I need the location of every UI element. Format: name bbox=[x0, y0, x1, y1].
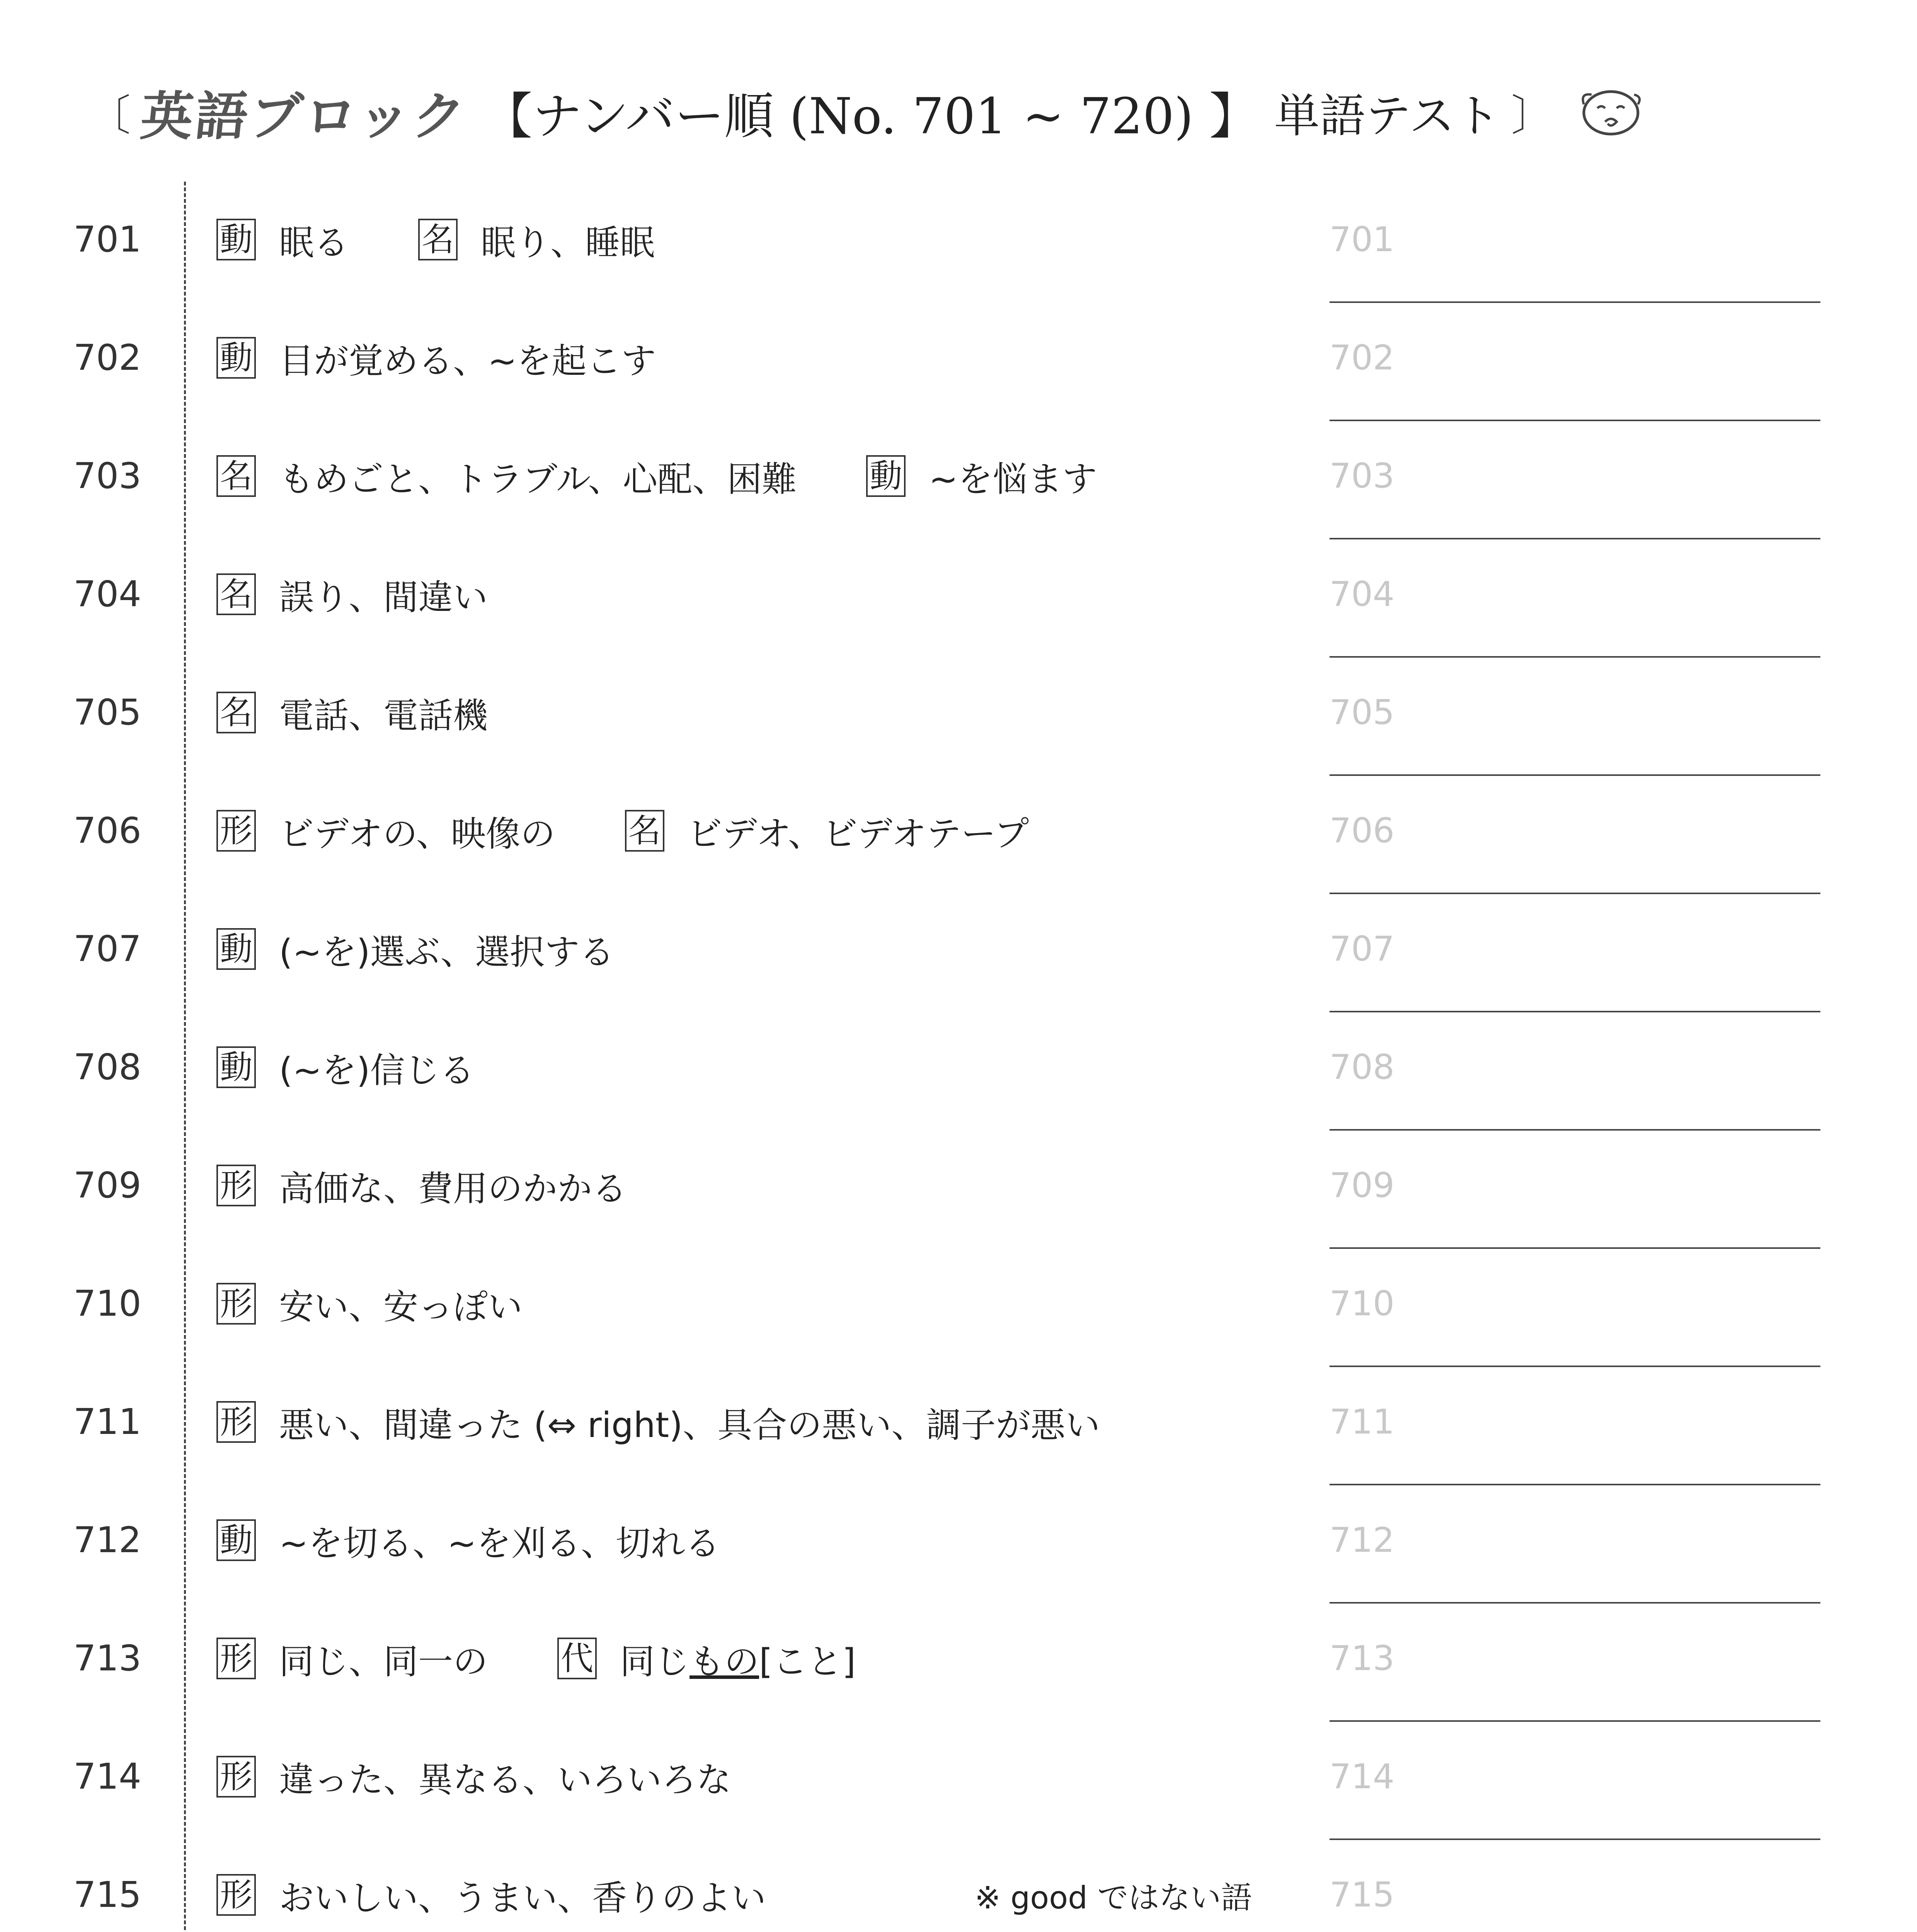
definition bbox=[216, 1628, 856, 1689]
definition-text: 違った、異なる、いろいろな bbox=[279, 1760, 731, 1800]
word-number: 707 bbox=[73, 928, 141, 969]
definition bbox=[216, 682, 488, 743]
answer-placeholder-number: 713 bbox=[1330, 1638, 1394, 1678]
part-of-speech-badge: 名 bbox=[216, 573, 256, 615]
word-row bbox=[0, 445, 1917, 507]
answer-field[interactable] bbox=[1330, 918, 1820, 980]
word-row bbox=[0, 1509, 1917, 1571]
answer-placeholder-number: 710 bbox=[1330, 1284, 1394, 1323]
part-of-speech-badge: 代 bbox=[557, 1638, 597, 1679]
part-of-speech-badge: 形 bbox=[216, 1874, 256, 1916]
part-of-speech-badge: 動 bbox=[866, 455, 906, 497]
page-header bbox=[77, 66, 1817, 158]
answer-placeholder-number: 703 bbox=[1330, 456, 1394, 496]
definition-text-secondary: [こと] bbox=[759, 1641, 856, 1682]
answer-field[interactable] bbox=[1330, 1746, 1820, 1808]
definition bbox=[216, 1273, 523, 1335]
answer-field[interactable] bbox=[1330, 445, 1820, 507]
definition bbox=[216, 918, 614, 980]
answer-placeholder-number: 701 bbox=[1330, 219, 1394, 259]
word-row bbox=[0, 1155, 1917, 1216]
definition bbox=[216, 1864, 1252, 1926]
definition-text: (~を)選ぶ、選択する bbox=[279, 932, 615, 973]
answer-underline bbox=[1330, 1011, 1820, 1012]
answer-placeholder-number: 705 bbox=[1330, 692, 1394, 732]
word-row bbox=[0, 209, 1917, 270]
answer-field[interactable] bbox=[1330, 682, 1820, 743]
answer-underline bbox=[1330, 301, 1820, 303]
answer-field[interactable] bbox=[1330, 563, 1820, 625]
word-number: 715 bbox=[73, 1874, 141, 1915]
page-subtitle: 単語テスト bbox=[1274, 89, 1500, 143]
word-number: 704 bbox=[73, 573, 141, 615]
definition-text-secondary: ~を悩ます bbox=[929, 459, 1097, 500]
answer-underline bbox=[1330, 1366, 1820, 1367]
word-row bbox=[0, 1036, 1917, 1098]
definition-text: ビデオの、映像の bbox=[279, 814, 555, 854]
answer-field[interactable] bbox=[1330, 1036, 1820, 1098]
word-row bbox=[0, 1391, 1917, 1453]
word-number: 703 bbox=[73, 455, 141, 497]
word-number: 706 bbox=[73, 810, 141, 851]
definition bbox=[216, 1391, 1100, 1453]
word-row bbox=[0, 1746, 1917, 1808]
part-of-speech-badge: 形 bbox=[216, 810, 256, 852]
part-of-speech-badge: 名 bbox=[216, 692, 256, 733]
definition-text: 電話、電話機 bbox=[279, 696, 488, 736]
word-row bbox=[0, 1273, 1917, 1335]
answer-field[interactable] bbox=[1330, 209, 1820, 270]
part-of-speech-badge: 動 bbox=[216, 1046, 256, 1088]
answer-underline bbox=[1330, 538, 1820, 539]
word-number: 705 bbox=[73, 692, 141, 733]
answer-placeholder-number: 715 bbox=[1330, 1875, 1394, 1915]
part-of-speech-badge: 動 bbox=[216, 337, 256, 379]
answer-underline bbox=[1330, 1484, 1820, 1485]
part-of-speech-badge: 名 bbox=[625, 810, 664, 852]
part-of-speech-badge: 動 bbox=[216, 928, 256, 970]
definition-text: 誤り、間違い bbox=[279, 577, 488, 618]
word-number: 709 bbox=[73, 1165, 141, 1206]
word-row bbox=[0, 918, 1917, 980]
answer-underline bbox=[1330, 420, 1820, 421]
definition bbox=[216, 209, 655, 270]
header-bracket-open: 〔 bbox=[88, 91, 131, 140]
face-icon bbox=[1576, 85, 1646, 139]
answer-placeholder-number: 706 bbox=[1330, 811, 1394, 850]
word-number: 708 bbox=[73, 1046, 141, 1088]
answer-field[interactable] bbox=[1330, 1864, 1820, 1926]
answer-underline bbox=[1330, 1247, 1820, 1249]
definition-text: ~を切る、~を刈る、切れる bbox=[279, 1523, 720, 1564]
answer-field[interactable] bbox=[1330, 327, 1820, 389]
definition-text-secondary: ビデオ、ビデオテープ bbox=[687, 814, 1029, 854]
answer-underline bbox=[1330, 656, 1820, 658]
part-of-speech-badge: 形 bbox=[216, 1638, 256, 1679]
definition-text: 高価な、費用のかかる bbox=[279, 1168, 627, 1209]
page-title: 【ナンバー順 (No. 701 ~ 720) 】 bbox=[483, 88, 1259, 145]
answer-placeholder-number: 709 bbox=[1330, 1165, 1394, 1205]
answer-placeholder-number: 702 bbox=[1330, 338, 1394, 378]
answer-underline bbox=[1330, 1129, 1820, 1131]
part-of-speech-badge: 形 bbox=[216, 1756, 256, 1798]
definition bbox=[216, 563, 488, 625]
answer-placeholder-number: 707 bbox=[1330, 929, 1394, 969]
definition bbox=[216, 1155, 627, 1216]
definition-note: ※ good ではない語 bbox=[975, 1879, 1252, 1916]
definition-text-secondary: 眠り、睡眠 bbox=[481, 223, 655, 263]
header-bracket-close: 〕 bbox=[1511, 91, 1554, 140]
word-row bbox=[0, 800, 1917, 862]
definition-text: おいしい、うまい、香りのよい bbox=[279, 1878, 766, 1918]
part-of-speech-badge: 形 bbox=[216, 1283, 256, 1325]
definition-text: もめごと、トラブル、心配、困難 bbox=[279, 459, 797, 500]
answer-field[interactable] bbox=[1330, 1391, 1820, 1453]
word-number: 702 bbox=[73, 337, 141, 378]
word-number: 701 bbox=[73, 219, 141, 260]
definition-text-secondary: もの bbox=[690, 1641, 759, 1682]
answer-placeholder-number: 714 bbox=[1330, 1757, 1394, 1796]
answer-underline bbox=[1330, 1602, 1820, 1604]
answer-field[interactable] bbox=[1330, 1273, 1820, 1335]
answer-underline bbox=[1330, 1720, 1820, 1722]
answer-field[interactable] bbox=[1330, 1155, 1820, 1216]
definition bbox=[216, 445, 1097, 507]
answer-underline bbox=[1330, 893, 1820, 894]
word-row bbox=[0, 563, 1917, 625]
word-number: 712 bbox=[73, 1519, 141, 1561]
part-of-speech-badge: 形 bbox=[216, 1401, 256, 1443]
answer-underline bbox=[1330, 1838, 1820, 1840]
word-number: 710 bbox=[73, 1283, 141, 1324]
part-of-speech-badge: 形 bbox=[216, 1165, 256, 1206]
definition-text: 同じ、同一の bbox=[279, 1641, 488, 1682]
definition bbox=[216, 327, 656, 389]
word-number: 713 bbox=[73, 1638, 141, 1679]
word-number: 714 bbox=[73, 1756, 141, 1797]
answer-field[interactable] bbox=[1330, 800, 1820, 862]
answer-placeholder-number: 704 bbox=[1330, 574, 1394, 614]
answer-field[interactable] bbox=[1330, 1628, 1820, 1689]
word-row bbox=[0, 1628, 1917, 1689]
definition bbox=[216, 1746, 731, 1808]
part-of-speech-badge: 名 bbox=[216, 455, 256, 497]
answer-placeholder-number: 711 bbox=[1330, 1402, 1394, 1442]
answer-placeholder-number: 708 bbox=[1330, 1047, 1394, 1087]
word-row bbox=[0, 327, 1917, 389]
definition-text: 目が覚める、~を起こす bbox=[279, 341, 656, 381]
word-row bbox=[0, 682, 1917, 743]
definition bbox=[216, 1509, 720, 1571]
part-of-speech-badge: 動 bbox=[216, 1519, 256, 1561]
definition-text: 安い、安っぽい bbox=[279, 1287, 523, 1327]
definition-text: 眠る bbox=[279, 223, 349, 263]
word-number: 711 bbox=[73, 1401, 141, 1442]
definition-text: 悪い、間違った (⇔ right)、具合の悪い、調子が悪い bbox=[279, 1405, 1100, 1446]
word-row bbox=[0, 1864, 1917, 1926]
part-of-speech-badge: 動 bbox=[216, 219, 256, 260]
definition bbox=[216, 1036, 475, 1098]
definition bbox=[216, 800, 1029, 862]
definition-text: (~を)信じる bbox=[279, 1050, 475, 1091]
answer-placeholder-number: 712 bbox=[1330, 1520, 1394, 1560]
brand-logo: 英語ブロック bbox=[138, 86, 470, 147]
part-of-speech-badge: 名 bbox=[418, 219, 458, 260]
answer-field[interactable] bbox=[1330, 1509, 1820, 1571]
answer-underline bbox=[1330, 774, 1820, 776]
definition-text-secondary: 同じ bbox=[620, 1641, 690, 1682]
